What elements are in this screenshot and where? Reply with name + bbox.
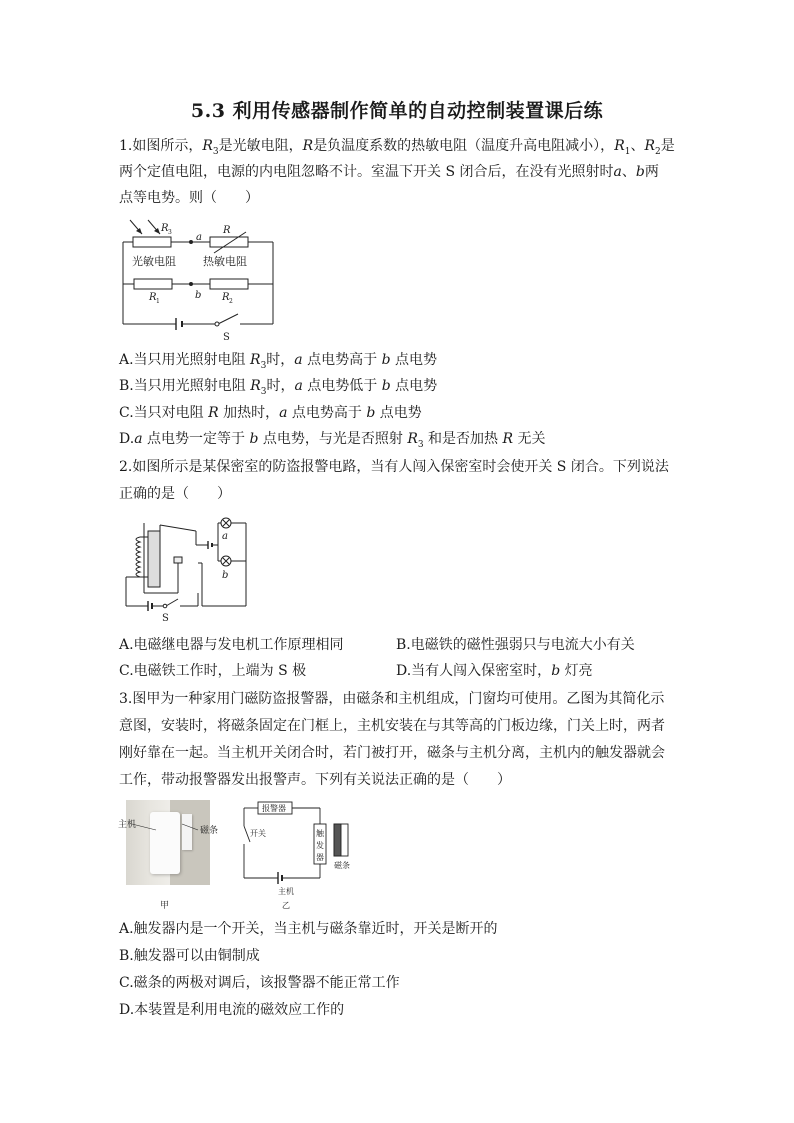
q3-line-2: 意图，安装时，将磁条固定在门框上，主机安装在与其等高的门板边缘，门关上时，两者 xyxy=(119,718,665,734)
option-symbol: a xyxy=(294,352,303,368)
option-text: 加热时， xyxy=(218,405,280,421)
q2-line-1: 2.如图所示是某保密室的防盗报警电路，当有人闯入保密室时会使开关 S 闭合。下列说法 xyxy=(119,459,669,475)
q3-fig-label: 报警器 xyxy=(262,804,286,813)
option-symbol: R xyxy=(208,405,219,421)
resistor-r2 xyxy=(210,279,248,289)
q1-symbol: a xyxy=(613,164,622,180)
q1-option-b[interactable] xyxy=(119,377,437,401)
q3-fig-label: 甲 xyxy=(160,901,170,911)
q3-fig-label: 触 xyxy=(316,829,324,838)
q1-text: 两 xyxy=(644,164,659,180)
option-text: C.当只对电阻 xyxy=(119,405,209,421)
option-symbol: b xyxy=(366,405,376,421)
q2-option-d[interactable] xyxy=(396,662,593,680)
option-subscript: 3 xyxy=(260,386,267,397)
option-symbol: b xyxy=(381,378,391,394)
q2-option-a[interactable]: A.电磁继电器与发电机工作原理相同 xyxy=(119,637,344,653)
q3-fig-label: 主机 xyxy=(118,820,137,830)
q1-subscript: 2 xyxy=(655,146,661,157)
q2-option-b[interactable]: B.电磁铁的磁性强弱只与电流大小有关 xyxy=(396,637,635,653)
q2-line-2: 正确的是（ ） xyxy=(119,486,231,502)
q1-symbol: R xyxy=(644,138,656,154)
q2-fig-label: S xyxy=(162,613,169,624)
option-text: 点电势 xyxy=(390,378,438,394)
q2-option-c[interactable]: C.电磁铁工作时，上端为 S 极 xyxy=(119,663,307,679)
q1-fig-label: 热敏电阻 xyxy=(203,255,247,268)
q1-text: 、 xyxy=(621,164,636,180)
q1-option-a[interactable] xyxy=(119,351,437,375)
option-text: 灯亮 xyxy=(560,663,593,679)
option-subscript: 3 xyxy=(260,360,267,371)
option-symbol: b xyxy=(249,431,259,447)
q1-option-d[interactable] xyxy=(119,430,546,454)
option-text: 点电势 xyxy=(390,352,437,368)
q3-fig-label: 磁条 xyxy=(200,826,219,836)
q1-text: 两个定值电阻，电源的内电阻忽略不计。室温下开关 S 闭合后，在没有光照射时 xyxy=(119,164,614,180)
q3-fig-label: 开关 xyxy=(250,829,266,838)
option-subscript: 3 xyxy=(417,439,424,450)
q3-circuit-diagram xyxy=(236,798,366,914)
q3-fig-label: 乙 xyxy=(282,901,290,910)
q1-line-1 xyxy=(119,137,675,161)
photoresistor-r3 xyxy=(133,237,171,247)
option-text: 时， xyxy=(266,352,295,368)
q3-fig-label: 磁条 xyxy=(334,861,350,870)
option-text: 无关 xyxy=(513,431,546,447)
q1-subscript: 3 xyxy=(212,146,219,157)
option-text: 点电势一定等于 xyxy=(142,431,250,447)
q3-fig-label: 器 xyxy=(316,853,324,862)
option-text: 点电势 xyxy=(375,405,422,421)
q1-fig-label: 光敏电阻 xyxy=(132,255,176,268)
q1-fig-label: a xyxy=(196,232,202,243)
q1-line-2 xyxy=(119,163,659,181)
option-symbol: R xyxy=(250,352,261,368)
q1-text: 是负温度系数的热敏电阻（温度升高电阻减小）， xyxy=(313,138,615,154)
q1-symbol: R xyxy=(202,138,213,154)
option-text: B.当只用光照射电阻 xyxy=(119,378,251,394)
q3-fig-label: 发 xyxy=(316,841,324,850)
resistor-r1 xyxy=(134,279,172,289)
electromagnet-core xyxy=(148,531,160,587)
q1-text: 、 xyxy=(630,138,645,154)
q3-line-4: 工作，带动报警器发出报警声。下列有关说法正确的是（ ） xyxy=(119,772,511,788)
switch-s xyxy=(218,314,238,324)
option-text: 时， xyxy=(266,378,295,394)
q3-option-c[interactable]: C.磁条的两极对调后，该报警器不能正常工作 xyxy=(119,975,400,991)
page-title: 5.3 利用传感器制作简单的自动控制装置课后练 xyxy=(190,100,604,122)
q1-line-3: 点等电势。则（ ） xyxy=(119,190,259,206)
armature xyxy=(160,525,196,531)
q1-fig-label: R xyxy=(149,292,157,303)
q1-option-c[interactable] xyxy=(119,404,422,422)
q2-fig-label: b xyxy=(222,570,229,581)
q1-symbol: R xyxy=(302,138,314,154)
q1-text: 1.如图所示， xyxy=(119,138,203,154)
q1-symbol: R xyxy=(614,138,625,154)
q3-line-1: 3.图甲为一种家用门磁防盗报警器，由磁条和主机组成，门窗均可使用。乙图为其简化示 xyxy=(119,691,665,707)
option-symbol: R xyxy=(407,431,418,447)
option-text: A.当只用光照射电阻 xyxy=(119,352,251,368)
q2-circuit-diagram xyxy=(118,513,248,623)
q1-fig-label: b xyxy=(195,290,202,301)
coil xyxy=(136,537,140,577)
q3-option-d[interactable]: D.本装置是利用电流的磁效应工作的 xyxy=(119,1002,345,1018)
option-text: 点电势高于 xyxy=(302,352,382,368)
option-text: 点电势低于 xyxy=(302,378,382,394)
q1-text: 是光敏电阻， xyxy=(218,138,303,154)
option-symbol: a xyxy=(134,431,143,447)
q1-fig-label: R xyxy=(223,225,231,236)
option-text: 点电势高于 xyxy=(287,405,367,421)
q1-fig-label: R xyxy=(161,223,169,234)
option-text: 点电势，与光是否照射 xyxy=(258,431,408,447)
option-symbol: a xyxy=(294,378,303,394)
thermistor-r xyxy=(210,237,248,247)
q3-option-b[interactable]: B.触发器可以由铜制成 xyxy=(119,948,260,964)
q1-text: 是 xyxy=(660,138,675,154)
switch-s xyxy=(166,599,178,606)
q1-fig-label: S xyxy=(223,332,230,343)
q1-fig-label: 2 xyxy=(229,298,233,305)
q1-symbol: b xyxy=(635,164,645,180)
q3-line-3: 刚好靠在一起。当主机开关闭合时，若门被打开，磁条与主机分离，主机内的触发器就会 xyxy=(119,745,665,761)
option-symbol: R xyxy=(502,431,514,447)
q3-photo-labels xyxy=(110,800,220,915)
q3-fig-label: 主机 xyxy=(278,887,294,896)
option-text: 和是否加热 xyxy=(423,431,503,447)
q1-fig-label: R xyxy=(222,292,230,303)
q1-circuit-diagram xyxy=(118,218,283,343)
option-text: D. xyxy=(119,431,135,447)
option-symbol: R xyxy=(250,378,261,394)
q1-fig-label: 3 xyxy=(168,229,172,236)
q3-option-a[interactable]: A.触发器内是一个开关，当主机与磁条靠近时，开关是断开的 xyxy=(119,921,498,937)
q2-fig-label: a xyxy=(222,531,228,542)
q1-fig-label: 1 xyxy=(156,298,160,305)
option-symbol: a xyxy=(279,405,288,421)
q1-subscript: 1 xyxy=(624,146,631,157)
option-symbol: b xyxy=(381,352,391,368)
option-symbol: b xyxy=(551,663,561,679)
option-text: D.当有人闯入保密室时， xyxy=(396,663,552,679)
